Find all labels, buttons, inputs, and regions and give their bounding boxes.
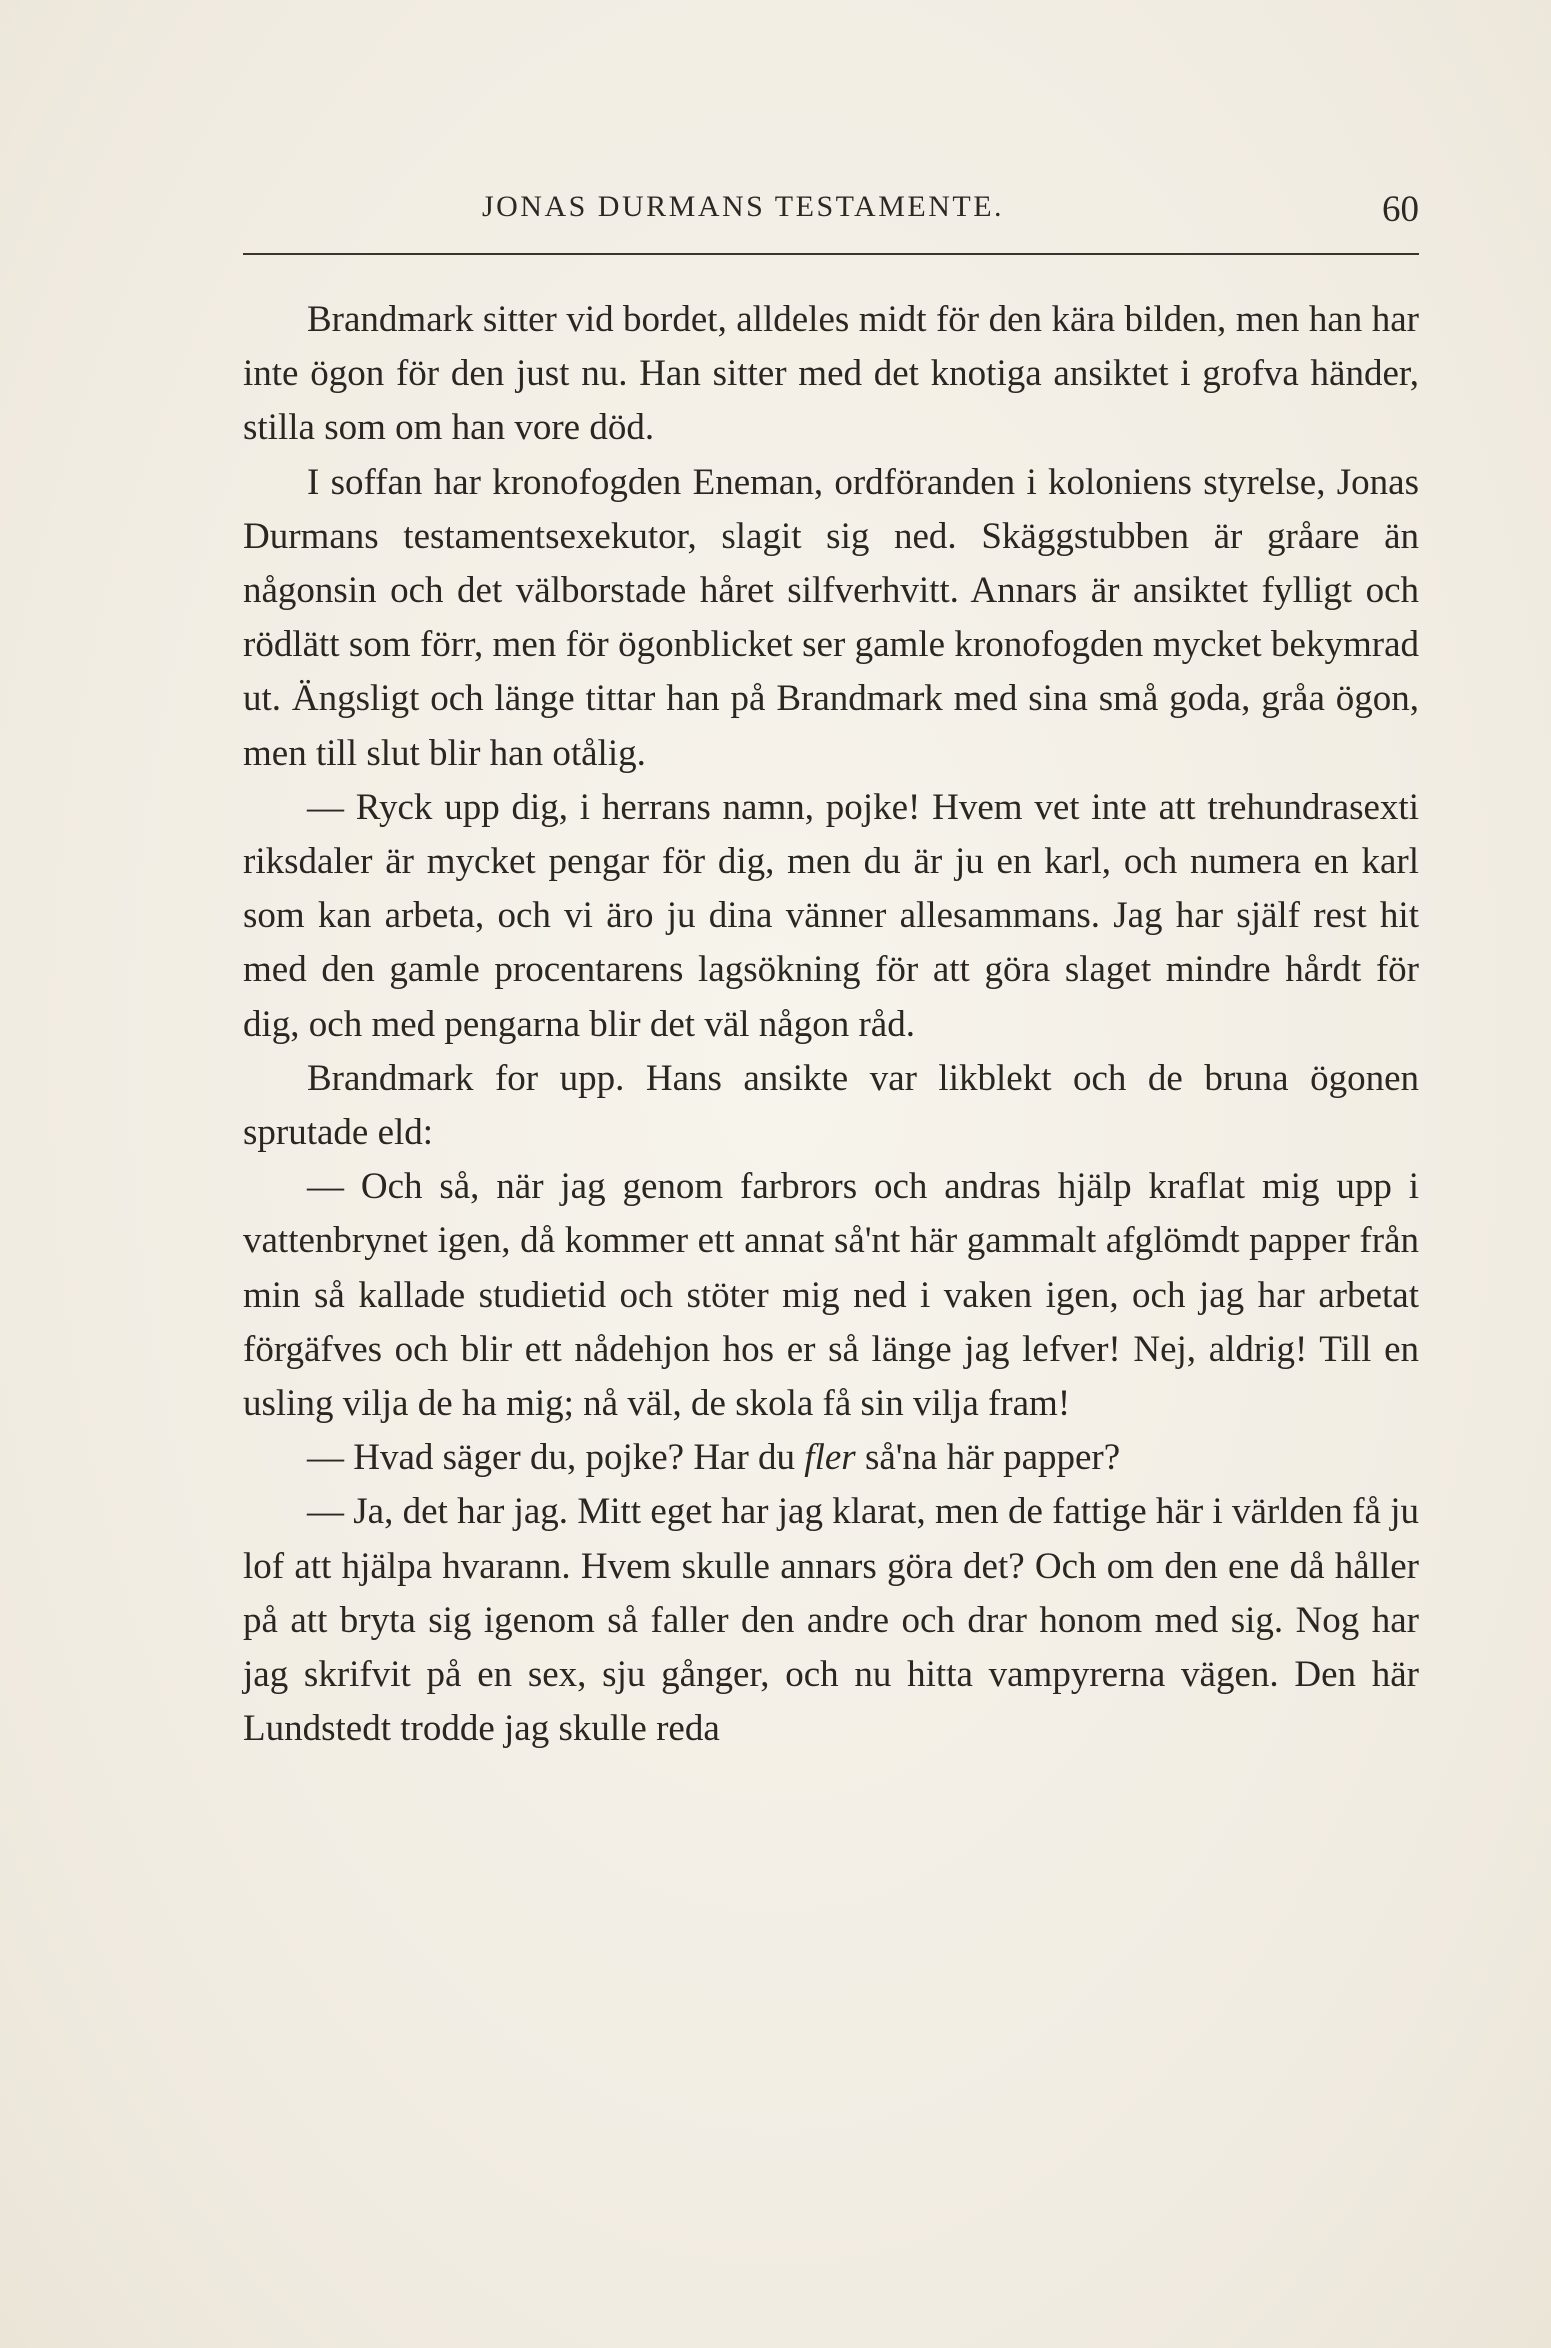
paragraph: I soffan har kronofogden Eneman, ordföranden i koloniens styrelse, Jonas Durmans testamentsexekutor, slagit sig ned. Skäggstubben är gråare än någonsin och det välborstade håret silfverhvitt. Annars är ansiktet fylligt och rödlätt som förr, men för ögonblicket ser gamle kronofogden mycket bekymrad ut. Ängsligt och länge tittar han på Brandmark med sina små goda, gråa ögon, men till slut blir han otålig. [243,461,1419,774]
page-header [243,190,1419,240]
question-text-end: så'na här papper? [855,1437,1121,1479]
paragraph: Brandmark sitter vid bordet, alldeles midt för den kära bilden, men han har inte ögon för den just nu. Han sitter med det knotiga ansiktet i grofva händer, stilla som om han vore död. [243,299,1419,449]
paragraph: — Ryck upp dig, i herrans namn, pojke! Hvem vet inte att trehundrasexti riksdaler är mycket pengar för dig, men du är ju en karl, och numera en karl som kan arbeta, och vi äro ju dina vänner allesammans. Jag har själf rest hit med den gamle procentarens lagsökning för att göra slaget mindre hårdt för dig, och med pengarna blir det väl någon råd. [243,786,1419,1045]
paragraph: — Ja, det har jag. Mitt eget har jag klarat, men de fattige här i världen få ju lof att hjälpa hvarann. Hvem skulle annars göra det? Och om den ene då håller på att bryta sig igenom så faller den andre och drar honom med sig. Nog har jag skrifvit på en sex, sju gånger, och nu hitta vampyrerna vägen. Den här Lundstedt trodde jag skulle reda [243,1491,1419,1750]
header-rule [243,253,1419,255]
running-title: JONAS DURMANS TESTAMENTE. [481,190,1005,223]
page-number: 60 [1382,189,1419,230]
paragraph-question [243,1431,1419,1485]
paragraph: Brandmark for upp. Hans ansikte var likblekt och de bruna ögonen sprutade eld: [243,1057,1419,1154]
paragraph: — Och så, när jag genom farbrors och andras hjälp kraflat mig upp i vattenbrynet igen, då kommer ett annat så'nt här gammalt afglömdt papper från min så kallade studietid och stöter mig ned i vaken igen, och jag har arbetat förgäfves och blir ett nådehjon hos er så länge jag lefver! Nej, aldrig! Till en usling vilja de ha mig; nå väl, de skola få sin vilja fram! [243,1166,1419,1425]
body-text [243,293,1419,1756]
emphasized-word: fler [804,1437,856,1479]
question-text: — Hvad säger du, pojke? Har du [307,1437,805,1479]
